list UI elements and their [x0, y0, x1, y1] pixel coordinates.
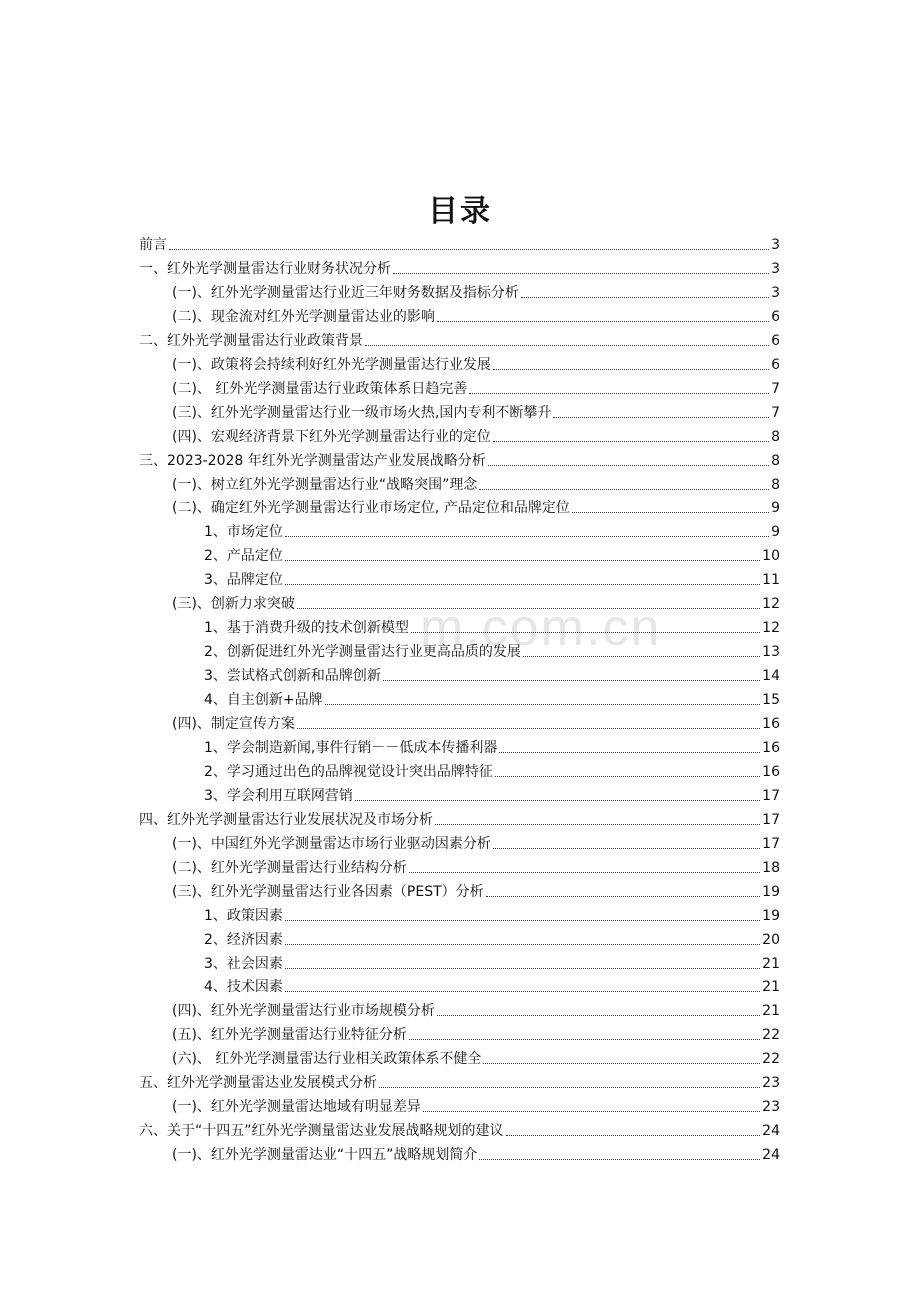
toc-entry-label: (一)、树立红外光学测量雷达行业“战略突围”理念	[172, 476, 478, 493]
toc-entry-label: 四、红外光学测量雷达行业发展状况及市场分析	[139, 811, 433, 828]
dot-leader	[297, 727, 760, 729]
toc-entry-label: 3、社会因素	[204, 955, 283, 972]
toc-entry-label: 二、红外光学测量雷达行业政策背景	[139, 332, 363, 349]
page-title: 目录	[428, 194, 492, 229]
toc-entry-page-number: 18	[762, 859, 780, 876]
toc-entry-label: (三)、红外光学测量雷达行业一级市场火热,国内专利不断攀升	[172, 404, 552, 421]
toc-entry-page-number: 22	[762, 1027, 780, 1044]
dot-leader	[469, 392, 769, 394]
toc-entry[interactable]	[172, 1140, 780, 1164]
toc-entry-label: (二)、 红外光学测量雷达行业政策体系日趋完善	[172, 380, 468, 397]
toc-entry-page-number: 3	[771, 237, 780, 253]
toc-entry-page-number: 22	[762, 1051, 780, 1068]
dot-leader	[437, 1014, 760, 1016]
toc-entry[interactable]	[204, 637, 780, 661]
toc-entry[interactable]	[204, 613, 780, 637]
toc-entry[interactable]	[204, 685, 780, 709]
toc-entry-label: 五、红外光学测量雷达业发展模式分析	[139, 1075, 377, 1092]
toc-entry[interactable]	[139, 1068, 780, 1092]
toc-entry-label: 4、技术因素	[204, 979, 283, 996]
toc-entry[interactable]	[204, 949, 780, 973]
toc-entry-label: 2、创新促进红外光学测量雷达行业更高品质的发展	[204, 644, 521, 661]
toc-entry-page-number: 19	[762, 883, 780, 900]
toc-entry[interactable]	[172, 853, 780, 877]
toc-entry-label: (一)、红外光学测量雷达业“十四五”战略规划简介	[172, 1147, 478, 1164]
toc-entry[interactable]	[139, 230, 780, 254]
dot-leader	[285, 943, 760, 945]
toc-entry-page-number: 8	[771, 428, 780, 445]
toc-entry-page-number: 3	[771, 284, 780, 301]
dot-leader	[493, 440, 769, 442]
toc-entry-page-number: 7	[771, 380, 780, 397]
toc-entry[interactable]	[172, 1044, 780, 1068]
toc-entry-page-number: 13	[762, 644, 780, 661]
toc-entry-page-number: 8	[771, 476, 780, 493]
toc-entry[interactable]	[204, 901, 780, 925]
toc-entry[interactable]	[139, 446, 780, 470]
toc-entry[interactable]	[204, 541, 780, 565]
toc-entry[interactable]	[204, 661, 780, 685]
dot-leader	[479, 488, 769, 490]
toc-entry-label: (三)、红外光学测量雷达行业各因素（PEST）分析	[172, 883, 484, 900]
toc-entry-label: 3、品牌定位	[204, 572, 283, 589]
dot-leader	[493, 368, 769, 370]
toc-entry[interactable]	[172, 1020, 780, 1044]
toc-entry-label: (五)、红外光学测量雷达行业特征分析	[172, 1027, 407, 1044]
toc-entry-page-number: 17	[762, 811, 780, 828]
toc-entry[interactable]	[172, 398, 780, 422]
dot-leader	[325, 703, 761, 705]
toc-entry-label: (二)、现金流对红外光学测量雷达业的影响	[172, 308, 435, 325]
dot-leader	[365, 344, 769, 346]
toc-entry-page-number: 16	[762, 763, 780, 780]
watermark: m.com.cn	[420, 599, 662, 657]
toc-entry[interactable]	[172, 302, 780, 326]
toc-entry-label: 4、自主创新+品牌	[204, 692, 323, 709]
toc-entry[interactable]	[204, 972, 780, 996]
toc-entry-page-number: 6	[771, 308, 780, 325]
toc-entry[interactable]	[172, 1092, 780, 1116]
toc-entry-label: (二)、红外光学测量雷达行业结构分析	[172, 859, 407, 876]
toc-entry-label: (三)、创新力求突破	[172, 596, 295, 613]
toc-entry-label: 2、产品定位	[204, 548, 283, 565]
toc-entry-label: (六)、 红外光学测量雷达行业相关政策体系不健全	[172, 1051, 482, 1068]
toc-entry-page-number: 15	[762, 692, 780, 709]
toc-entry-label: (一)、红外光学测量雷达地域有明显差异	[172, 1099, 421, 1116]
toc-entry-label: 2、经济因素	[204, 931, 283, 948]
toc-entry[interactable]	[172, 709, 780, 733]
dot-leader	[285, 583, 760, 585]
toc-entry[interactable]	[139, 326, 780, 350]
toc-entry-page-number: 23	[762, 1075, 780, 1092]
dot-leader	[285, 967, 760, 969]
toc-entry[interactable]	[172, 374, 780, 398]
toc-entry-label: 2、学习通过出色的品牌视觉设计突出品牌特征	[204, 763, 493, 780]
toc-entry-page-number: 11	[762, 572, 780, 589]
dot-leader	[409, 871, 760, 873]
toc-entry-page-number: 20	[762, 931, 780, 948]
toc-entry-page-number: 21	[762, 979, 780, 996]
toc-entry-label: 3、学会利用互联网营销	[204, 787, 353, 804]
toc-entry-page-number: 24	[762, 1123, 780, 1140]
toc-entry-page-number: 6	[771, 356, 780, 373]
toc-entry-page-number: 7	[771, 404, 780, 421]
toc-entry-label: (四)、红外光学测量雷达行业市场规模分析	[172, 1003, 435, 1020]
toc-entry[interactable]	[204, 781, 780, 805]
dot-leader	[495, 775, 760, 777]
dot-leader	[437, 320, 769, 322]
toc-entry-page-number: 21	[762, 955, 780, 972]
dot-leader	[393, 272, 769, 274]
toc-entry-page-number: 12	[762, 620, 780, 637]
toc-entry-page-number: 19	[762, 907, 780, 924]
toc-entry-label: 三、2023-2028 年红外光学测量雷达产业发展战略分析	[139, 452, 486, 469]
toc-entry-label: 六、关于“十四五”红外光学测量雷达业发展战略规划的建议	[139, 1123, 504, 1140]
toc-entry-page-number: 9	[771, 524, 780, 541]
dot-leader	[435, 823, 760, 825]
toc-entry-label: 1、市场定位	[204, 524, 283, 541]
dot-leader	[493, 847, 760, 849]
dot-leader	[488, 464, 769, 466]
dot-leader	[521, 296, 769, 298]
toc-entry-label: (四)、制定宣传方案	[172, 716, 295, 732]
toc-entry-page-number: 17	[762, 835, 780, 852]
dot-leader	[297, 607, 760, 609]
toc-entry-page-number: 12	[762, 596, 780, 613]
toc-entry[interactable]	[139, 805, 780, 829]
dot-leader	[169, 248, 769, 250]
toc-entry-label: 3、尝试格式创新和品牌创新	[204, 668, 381, 685]
toc-entry[interactable]	[172, 996, 780, 1020]
dot-leader	[411, 631, 760, 633]
dot-leader	[383, 679, 760, 681]
dot-leader	[572, 511, 769, 513]
toc-entry-page-number: 10	[762, 548, 780, 565]
toc-entry-page-number: 3	[771, 260, 780, 277]
dot-leader	[285, 559, 760, 561]
dot-leader	[499, 751, 760, 753]
toc-entry-page-number: 17	[762, 787, 780, 804]
toc-entry[interactable]	[204, 757, 780, 781]
toc-entry[interactable]	[204, 733, 780, 757]
toc-entry-label: (四)、宏观经济背景下红外光学测量雷达行业的定位	[172, 428, 491, 445]
dot-leader	[553, 416, 769, 418]
toc-entry-label: 前言	[139, 237, 167, 253]
toc-entry[interactable]	[139, 1116, 780, 1140]
dot-leader	[523, 655, 760, 657]
toc-entry-page-number: 16	[762, 739, 780, 756]
dot-leader	[423, 1110, 760, 1112]
toc-entry[interactable]	[172, 278, 780, 302]
toc-entry[interactable]	[172, 470, 780, 494]
toc-entry[interactable]	[139, 254, 780, 278]
dot-leader	[285, 990, 760, 992]
toc-entry-label: 1、学会制造新闻,事件行销－－低成本传播利器	[204, 739, 498, 756]
toc-entry-page-number: 14	[762, 668, 780, 685]
dot-leader	[355, 799, 760, 801]
toc-entry[interactable]	[204, 565, 780, 589]
toc-entry[interactable]	[172, 877, 780, 901]
toc-entry-label: (一)、中国红外光学测量雷达市场行业驱动因素分析	[172, 835, 491, 852]
toc-entry-label: 1、基于消费升级的技术创新模型	[204, 620, 409, 637]
toc-entry[interactable]	[204, 517, 780, 541]
toc-entry[interactable]	[204, 925, 780, 949]
toc-entry-label: (一)、政策将会持续利好红外光学测量雷达行业发展	[172, 356, 491, 373]
dot-leader	[409, 1038, 760, 1040]
dot-leader	[486, 895, 761, 897]
toc-entry-label: (一)、红外光学测量雷达行业近三年财务数据及指标分析	[172, 284, 519, 301]
toc-entry-page-number: 21	[762, 1003, 780, 1020]
dot-leader	[285, 919, 760, 921]
toc-entry[interactable]	[172, 589, 780, 613]
dot-leader	[483, 1062, 760, 1064]
toc-entry[interactable]	[172, 493, 780, 517]
toc-entry-label: 一、红外光学测量雷达行业财务状况分析	[139, 260, 391, 277]
dot-leader	[506, 1134, 761, 1136]
toc-entry[interactable]	[172, 350, 780, 374]
toc-entry-label: (二)、确定红外光学测量雷达行业市场定位, 产品定位和品牌定位	[172, 500, 570, 517]
toc-entry-page-number: 6	[771, 332, 780, 349]
toc-entry-page-number: 16	[762, 716, 780, 732]
dot-leader	[479, 1158, 760, 1160]
toc-entry-page-number: 23	[762, 1099, 780, 1116]
toc-entry-label: 1、政策因素	[204, 907, 283, 924]
toc-entry-page-number: 9	[771, 500, 780, 517]
dot-leader	[379, 1086, 760, 1088]
toc-entry-page-number: 8	[771, 452, 780, 469]
toc-entry[interactable]	[172, 829, 780, 853]
dot-leader	[285, 535, 769, 537]
toc-entry[interactable]	[172, 422, 780, 446]
toc-entry-page-number: 24	[762, 1147, 780, 1164]
